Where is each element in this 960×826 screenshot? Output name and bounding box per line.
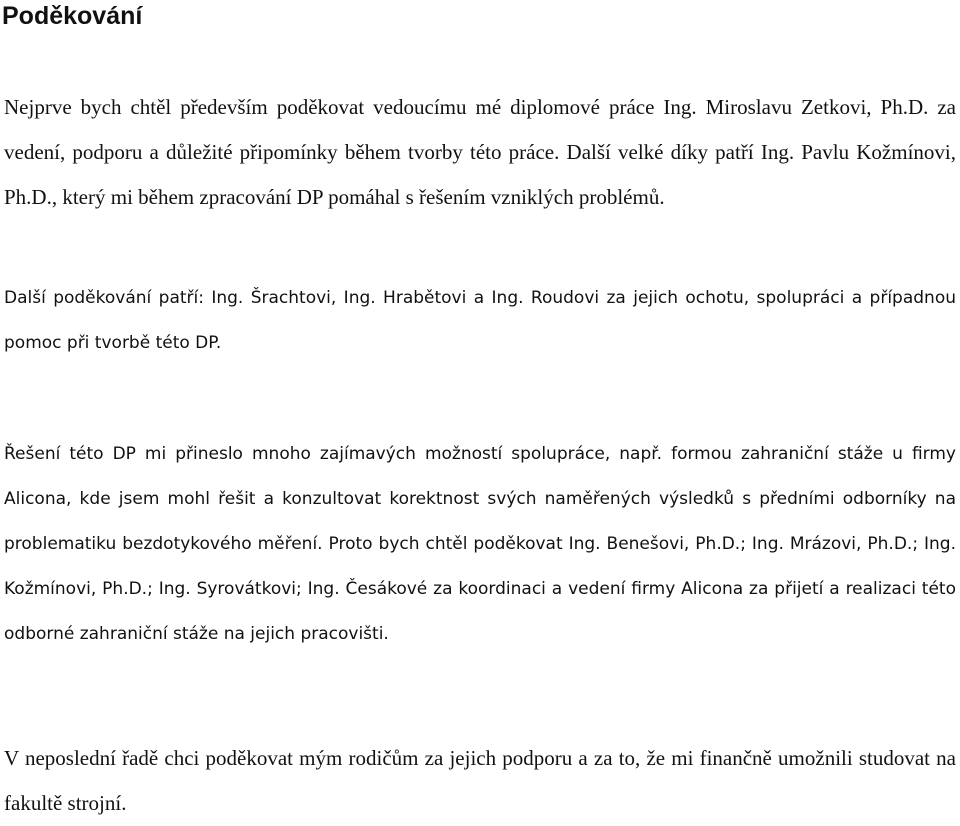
paragraph-thanks-supervisor: Nejprve bych chtěl především poděkovat vedoucímu mé diplomové práce Ing. Miroslavu Zetkovi, Ph.D. za vedení, podporu a důležité připomínky během tvorby této práce. Další velké díky patří Ing. Pavlu Kožmínovi, Ph.D., který mi během zpracování DP pomáhal s řešením vzniklých problémů. — [4, 95, 956, 209]
paragraph-internship-thanks: Řešení této DP mi přineslo mnoho zajímavých možností spolupráce, např. formou zahraniční stáže u firmy Alicona, kde jsem mohl řešit a konzultovat korektnost svých naměřených výsledků s předními odborníky na problematiku bezdotykového měření. Proto bych chtěl poděkovat Ing. Benešovi, Ph.D.; Ing. Mrázovi, Ph.D.; Ing. Kožmínovi, Ph.D.; Ing. Syrovátkovi; Ing. Česákové za koordinaci a vedení firmy Alicona za přijetí a realizaci této odborné zahraniční stáže na jejich pracovišti. — [4, 444, 956, 644]
page-title: Poděkování — [2, 2, 143, 30]
paragraph-further-thanks: Další poděkování patří: Ing. Šrachtovi, Ing. Hrabětovi a Ing. Roudovi za jejich ochotu, spolupráci a případnou pomoc při tvorbě této DP. — [4, 288, 956, 353]
paragraph-parents-thanks: V neposlední řadě chci poděkovat mým rodičům za jejich podporu a za to, že mi finančně umožnili studovat na fakultě strojní. — [4, 746, 956, 815]
